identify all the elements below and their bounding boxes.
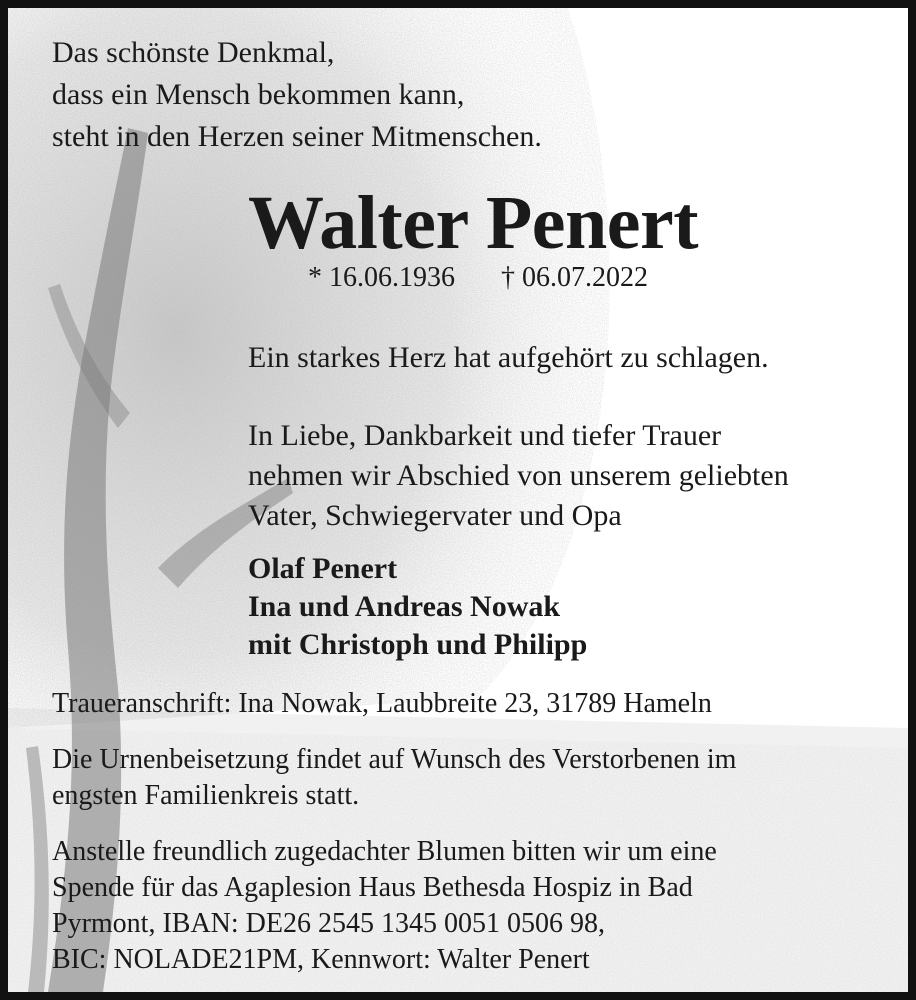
life-dates xyxy=(308,260,648,296)
poem-line: dass ein Mensch bekommen kann, xyxy=(52,78,465,111)
donation-line: Pyrmont, IBAN: DE26 2545 1345 0051 0506 98, xyxy=(52,908,605,939)
burial-notice xyxy=(52,742,736,814)
burial-line: engsten Familienkreis statt. xyxy=(52,780,360,811)
mourning-address: Traueranschrift: Ina Nowak, Laubbreite 23, 31789 Hameln xyxy=(52,688,712,719)
birth-date: * 16.06.1936 xyxy=(308,262,455,293)
family-line: mit Christoph und Philipp xyxy=(248,628,588,661)
burial-line: Die Urnenbeisetzung findet auf Wunsch des Verstorbenen im xyxy=(52,744,737,775)
donation-notice xyxy=(52,834,717,978)
memorial-poem xyxy=(52,32,542,158)
poem-line: steht in den Herzen seiner Mitmenschen. xyxy=(52,120,542,153)
poem-line: Das schönste Denkmal, xyxy=(52,36,335,69)
death-date: † 06.07.2022 xyxy=(501,262,648,293)
farewell-line: Vater, Schwiegervater und Opa xyxy=(248,499,622,532)
donation-line: Anstelle freundlich zugedachter Blumen bitten wir um eine xyxy=(52,836,717,867)
donation-line: Spende für das Agaplesion Haus Bethesda Hospiz in Bad xyxy=(52,872,693,903)
family-line: Ina und Andreas Nowak xyxy=(248,590,561,623)
deceased-name: Walter Penert xyxy=(248,181,699,265)
farewell-line: nehmen wir Abschied von unserem geliebten xyxy=(248,459,789,492)
donation-line: BIC: NOLADE21PM, Kennwort: Walter Penert xyxy=(52,944,590,975)
farewell-line: In Liebe, Dankbarkeit und tiefer Trauer xyxy=(248,419,722,452)
farewell-text xyxy=(248,416,789,536)
statement-text: Ein starkes Herz hat aufgehört zu schlagen. xyxy=(248,341,769,374)
family-names xyxy=(248,550,587,664)
family-line: Olaf Penert xyxy=(248,552,398,585)
